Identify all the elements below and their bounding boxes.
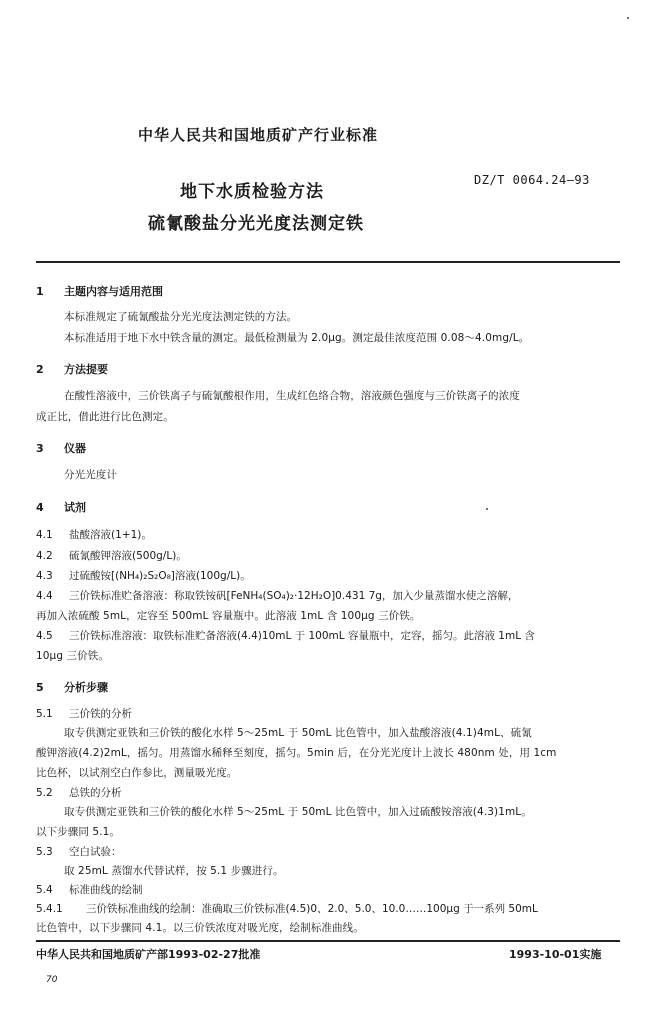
item-text: 三价铁标准贮备溶液：称取铁铵矾[FeNH₄(SO₄)₂·12H₂O]0.431 7g，加入少量蒸馏水使之溶解， [69,590,519,602]
subsection-number: 5.3 [36,846,53,858]
industry-standard-heading: 中华人民共和国地质矿产行业标准 [138,126,379,144]
subsection-5-4-heading [36,881,143,899]
reagent-item [36,526,152,544]
paragraph-continuation: 以下步骤同 5.1。 [36,826,121,838]
item-number: 4.4 [36,590,53,602]
document-title-line2: 硫氰酸盐分光光度法测定铁 [148,214,364,234]
paragraph-continuation: 酸钾溶液(4.2)2mL，摇匀。用蒸馏水稀释至刻度，摇匀。5min 后，在分光光度计上波长 480nm 处，用 1cm [36,747,557,759]
section-number: 1 [36,285,44,298]
page-number: 70 [46,975,58,985]
item-text: 盐酸溶液(1+1)。 [69,529,152,541]
section-4-heading [36,499,86,515]
section-number: 3 [36,442,44,455]
subsection-title: 标准曲线的绘制 [69,884,143,896]
section-number: 5 [36,681,44,694]
section-3-heading [36,440,86,456]
paragraph: 取专供测定亚铁和三价铁的酸化水样 5～25mL 于 50mL 比色管中，加入盐酸溶液(4.1)4mL、硫氰 [64,727,532,739]
item-continuation: 10μg 三价铁。 [36,650,109,662]
scan-speck [486,508,488,510]
subsection-5-3-heading [36,843,122,861]
document-title-line1: 地下水质检验方法 [180,182,324,202]
paragraph: 本标准适用于地下水中铁含量的测定。最低检测量为 2.0μg。测定最佳浓度范围 0.08～4.0mg/L。 [64,332,530,344]
section-2-heading [36,361,108,377]
item-number: 4.5 [36,630,53,642]
implementation-date: 1993-10-01实施 [509,948,602,961]
subsection-number: 5.4.1 [36,903,63,915]
reagent-item [36,587,518,605]
item-number: 4.1 [36,529,53,541]
section-title: 试剂 [64,501,86,514]
standard-code: DZ/T 0064.24—93 [474,173,590,187]
section-1-heading [36,283,163,299]
paragraph-continuation: 成正比，借此进行比色测定。 [36,411,174,423]
subsection-title: 三价铁的分析 [69,708,132,720]
section-number: 2 [36,363,44,376]
item-text: 硫氰酸钾溶液(500g/L)。 [69,550,187,562]
subsection-title: 总铁的分析 [69,787,122,799]
reagent-item [36,567,251,585]
reagent-item [36,547,187,565]
paragraph-continuation: 比色管中，以下步骤同 4.1。以三价铁浓度对吸光度，绘制标准曲线。 [36,922,364,934]
reagent-item [36,627,535,645]
subsection-5-4-1 [36,900,538,918]
item-text: 三价铁标准曲线的绘制：准确取三价铁标准(4.5)0、2.0、5.0、10.0……100μg 于一系列 50mL [86,903,538,915]
footer-divider [36,940,620,942]
subsection-number: 5.2 [36,787,53,799]
item-number: 4.2 [36,550,53,562]
scan-speck [627,17,629,19]
section-title: 分析步骤 [64,681,108,694]
paragraph: 本标准规定了硫氰酸盐分光光度法测定铁的方法。 [64,311,298,323]
paragraph: 在酸性溶液中，三价铁离子与硫氰酸根作用，生成红色络合物，溶液颜色强度与三价铁离子的浓度 [64,390,520,402]
header-divider [36,261,620,263]
section-number: 4 [36,501,44,514]
paragraph: 取 25mL 蒸馏水代替试样，按 5.1 步骤进行。 [64,865,284,877]
item-number: 4.3 [36,570,53,582]
section-title: 方法提要 [64,363,108,376]
subsection-title: 空白试验： [69,846,122,858]
paragraph-continuation: 比色杯，以试剂空白作参比，测量吸光度。 [36,767,238,779]
item-text: 过硫酸铵[(NH₄)₂S₂O₈]溶液(100g/L)。 [69,570,251,582]
subsection-5-1-heading [36,705,132,723]
paragraph: 取专供测定亚铁和三价铁的酸化水样 5～25mL 于 50mL 比色管中，加入过硫酸铵溶液(4.3)1mL。 [64,806,532,818]
subsection-5-2-heading [36,784,122,802]
subsection-number: 5.1 [36,708,53,720]
item-text: 三价铁标准溶液：取铁标准贮备溶液(4.4)10mL 于 100mL 容量瓶中，定容，摇匀。此溶液 1mL 含 [69,630,535,642]
paragraph: 分光光度计 [64,469,117,481]
subsection-number: 5.4 [36,884,53,896]
section-5-heading [36,679,108,695]
section-title: 仪器 [64,442,86,455]
approval-date: 中华人民共和国地质矿产部1993-02-27批准 [36,948,261,961]
item-continuation: 再加入浓硫酸 5mL，定容至 500mL 容量瓶中。此溶液 1mL 含 100μg 三价铁。 [36,610,421,622]
section-title: 主题内容与适用范围 [64,285,163,298]
